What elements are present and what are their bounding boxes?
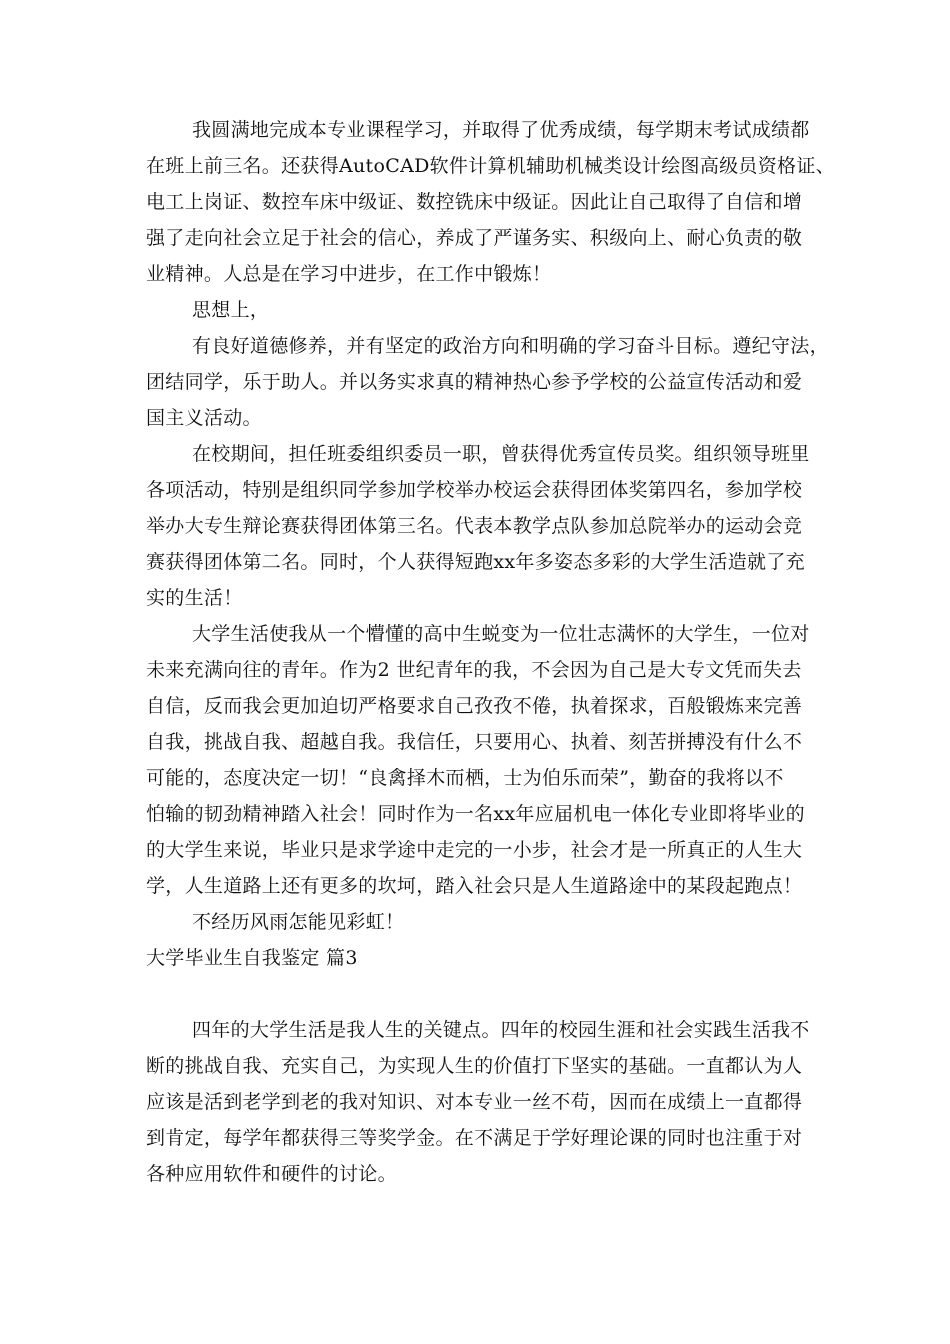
paragraph-closing-line [146, 904, 810, 940]
text-line: 实的生活！ [146, 587, 243, 609]
section-heading [146, 940, 810, 976]
section-heading-text: 大学毕业生自我鉴定 篇3 [146, 947, 358, 969]
blank-line [146, 976, 810, 1012]
text-line: 自信，反而我会更加迫切严格要求自己孜孜不倦，执着探求，百般锻炼来完善 [146, 695, 803, 717]
text-line: 强了走向社会立足于社会的信心，养成了严谨务实、积级向上、耐心负责的敬 [146, 227, 803, 249]
text-line: 我圆满地完成本专业课程学习，并取得了优秀成绩，每学期末考试成绩都 [192, 119, 810, 141]
text-line: 各种应用软件和硬件的讨论。 [146, 1163, 397, 1185]
text-line: 在班上前三名。还获得AutoCAD软件计算机辅助机械类设计绘图高级员资格证、 [146, 155, 835, 177]
text-line: 有良好道德修养，并有坚定的政治方向和明确的学习奋斗目标。遵纪守法， [192, 335, 829, 357]
text-line: 赛获得团体第二名。同时，个人获得短跑xx年多姿态多彩的大学生活造就了充 [146, 551, 805, 573]
text-line: 团结同学，乐于助人。并以务实求真的精神热心参予学校的公益宣传活动和爱 [146, 371, 803, 393]
paragraph-campus-activities [146, 436, 810, 616]
text-line: 四年的大学生活是我人生的关键点。四年的校园生涯和社会实践生活我不 [192, 1019, 810, 1041]
paragraph-academics [146, 112, 835, 292]
document-page [146, 112, 835, 1192]
text-line: 国主义活动。 [146, 407, 262, 429]
text-line: 在校期间，担任班委组织委员一职，曾获得优秀宣传员奖。组织领导班里 [192, 443, 810, 465]
text-line: 应该是活到老学到老的我对知识、对本专业一丝不苟，因而在成绩上一直都得 [146, 1091, 803, 1113]
paragraph-ideology-label [146, 292, 810, 328]
text-line: 大学生活使我从一个懵懂的高中生蜕变为一位壮志满怀的大学生，一位对 [192, 623, 810, 645]
text-line: 可能的，态度决定一切！“良禽择木而栖，士为伯乐而荣”，勤奋的我将以不 [146, 767, 784, 789]
paragraph-four-years [146, 1012, 810, 1192]
text-line: 未来充满向往的青年。作为2 世纪青年的我，不会因为自己是大专文凭而失去 [146, 659, 802, 681]
text-line: 的大学生来说，毕业只是求学途中走完的一小步，社会才是一所真正的人生大 [146, 839, 803, 861]
text-line: 自我，挑战自我、超越自我。我信任，只要用心、执着、刻苦拼搏没有什么不 [146, 731, 803, 753]
text-line: 业精神。人总是在学习中进步，在工作中锻炼！ [146, 263, 552, 285]
text-line: 思想上， [192, 299, 270, 321]
text-line: 到肯定，每学年都获得三等奖学金。在不满足于学好理论课的同时也注重于对 [146, 1127, 803, 1149]
paragraph-ideology [146, 328, 829, 436]
text-line: 电工上岗证、数控车床中级证、数控铣床中级证。因此让自己取得了自信和增 [146, 191, 803, 213]
text-line: 学，人生道路上还有更多的坎坷，踏入社会只是人生道路途中的某段起跑点！ [146, 875, 803, 897]
text-line: 不经历风雨怎能见彩虹！ [192, 911, 405, 933]
text-line: 断的挑战自我、充实自己，为实现人生的价值打下坚实的基础。一直都认为人 [146, 1055, 803, 1077]
text-line: 各项活动，特别是组织同学参加学校举办校运会获得团体奖第四名，参加学校 [146, 479, 803, 501]
paragraph-growth [146, 616, 810, 904]
text-line: 怕输的韧劲精神踏入社会！同时作为一名xx年应届机电一体化专业即将毕业的 [146, 803, 805, 825]
text-line: 举办大专生辩论赛获得团体第三名。代表本教学点队参加总院举办的运动会竞 [146, 515, 803, 537]
